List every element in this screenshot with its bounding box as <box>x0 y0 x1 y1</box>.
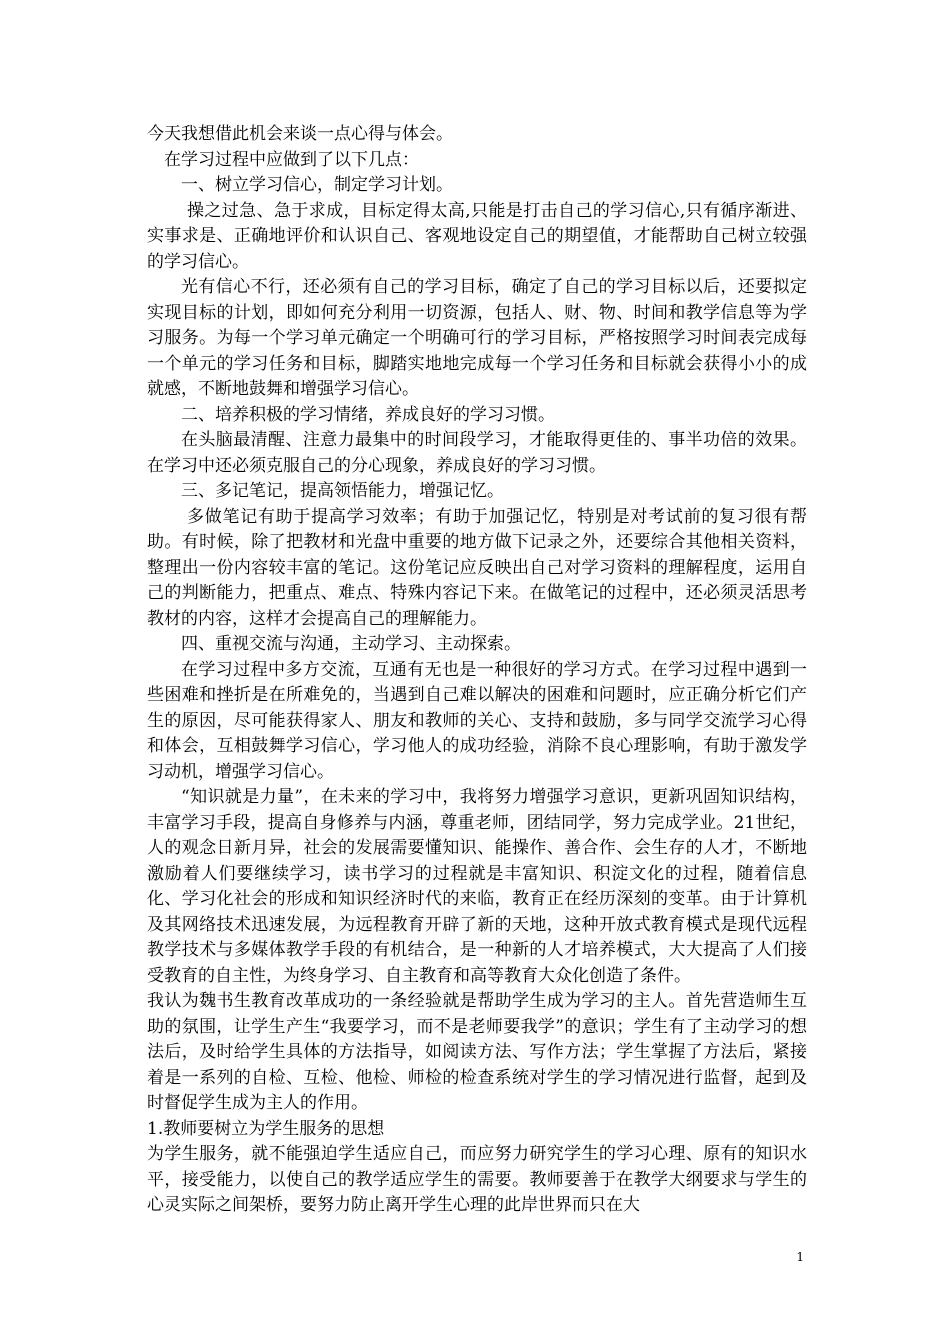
paragraph-intro: 今天我想借此机会来谈一点心得与体会。 <box>147 124 453 144</box>
heading-point-2: 二、培养积极的学习情绪，养成良好的学习习惯。 <box>181 404 555 425</box>
paragraph-quote: “知识就是力量”，在未来的学习中，我将努力增强学习意识，更新巩固知识结构，丰富学习手段，提高自身修养与内涵，尊重老师，团结同学，努力完成学业。21世纪，人的观念日新月异，社会的发展需要懂知识、能操作、善合作、会生存的人才，不断地激励着人们要继续学习，读书学习的过程就是丰富知识、积淀文化的过程，随着信息化、学习化社会的形成和知识经济时代的来临，教育正在经历深刻的变革。由于计算机及其网络技术迅速发展，为远程教育开辟了新的天地，这种开放式教育模式是现代远程教学技术与多媒体教学手段的有机结合，是一种新的人才培养模式，大大提高了人们接受教育的自主性，为终身学习、自主教育和高等教育大众化创造了条件。 <box>147 787 807 986</box>
page-number: 1 <box>796 1250 804 1264</box>
heading-teacher-service: 1.教师要树立为学生服务的思想 <box>147 1118 385 1139</box>
heading-point-1: 一、树立学习信心，制定学习计划。 <box>181 175 453 195</box>
paragraph: 在学习过程中多方交流，互通有无也是一种很好的学习方式。在学习过程中遇到一些困难和挫折是在所难免的，当遇到自己难以解决的困难和问题时，应正确分析它们产生的原因，尽可能获得家人、朋友和教师的关心、支持和鼓励，多与同学交流学习心得和体会，互相鼓舞学习信心，学习他人的成功经验，消除不良心理影响，有助于激发学习动机，增强学习信心。 <box>147 659 807 782</box>
paragraph: 在头脑最清醒、注意力最集中的时间段学习，才能取得更佳的、事半功倍的效果。在学习中还必须克服自己的分心现象，养成良好的学习习惯。 <box>147 430 807 476</box>
paragraph: 多做笔记有助于提高学习效率；有助于加强记忆，特别是对考试前的复习很有帮助。有时候，除了把教材和光盘中重要的地方做下记录之外，还要综合其他相关资料，整理出一份内容较丰富的笔记。这份笔记应反映出自己对学习资料的理解程度，运用自己的判断能力，把重点、难点、特殊内容记下来。在做笔记的过程中，还必须灵活思考教材的内容，这样才会提高自己的理解能力。 <box>147 506 807 629</box>
paragraph: 为学生服务，就不能强迫学生适应自己，而应努力研究学生的学习心理、原有的知识水平，接受能力，以使自己的教学适应学生的需要。教师要善于在教学大纲要求与学生的心灵实际之间架桥，要努力防止离开学生心理的此岸世界而只在大 <box>147 1144 807 1215</box>
paragraph: 操之过急、急于求成，目标定得太高,只能是打击自己的学习信心,只有循序渐进、实事求是、正确地评价和认识自己、客观地设定自己的期望值，才能帮助自己树立较强的学习信心。 <box>147 200 807 272</box>
paragraph: 光有信心不行，还必须有自己的学习目标，确定了自己的学习目标以后，还要拟定实现目标的计划，即如何充分利用一切资源，包括人、财、物、时间和教学信息等为学习服务。为每一个学习单元确定一个明确可行的学习目标，严格按照学习时间表完成每一个单元的学习任务和目标，脚踏实地地完成每一个学习任务和目标就会获得小小的成就感，不断地鼓舞和增强学习信心。 <box>147 277 807 399</box>
heading-point-4: 四、重视交流与沟通，主动学习、主动探索。 <box>181 634 521 654</box>
document-body <box>147 122 807 1219</box>
paragraph-points-lead: 在学习过程中应做到了以下几点： <box>164 149 419 170</box>
heading-point-3: 三、多记笔记，提高领悟能力，增强记忆。 <box>181 481 504 501</box>
paragraph: 我认为魏书生教育改革成功的一条经验就是帮助学生成为学习的主人。首先营造师生互助的氛围，让学生产生“我要学习，而不是老师要我学”的意识；学生有了主动学习的想法后，及时给学生具体的方法指导，如阅读方法、写作方法；学生掌握了方法后，紧接着是一系列的自检、互检、他检、师检的检查系统对学生的学习情况进行监督，起到及时督促学生成为主人的作用。 <box>147 991 807 1113</box>
